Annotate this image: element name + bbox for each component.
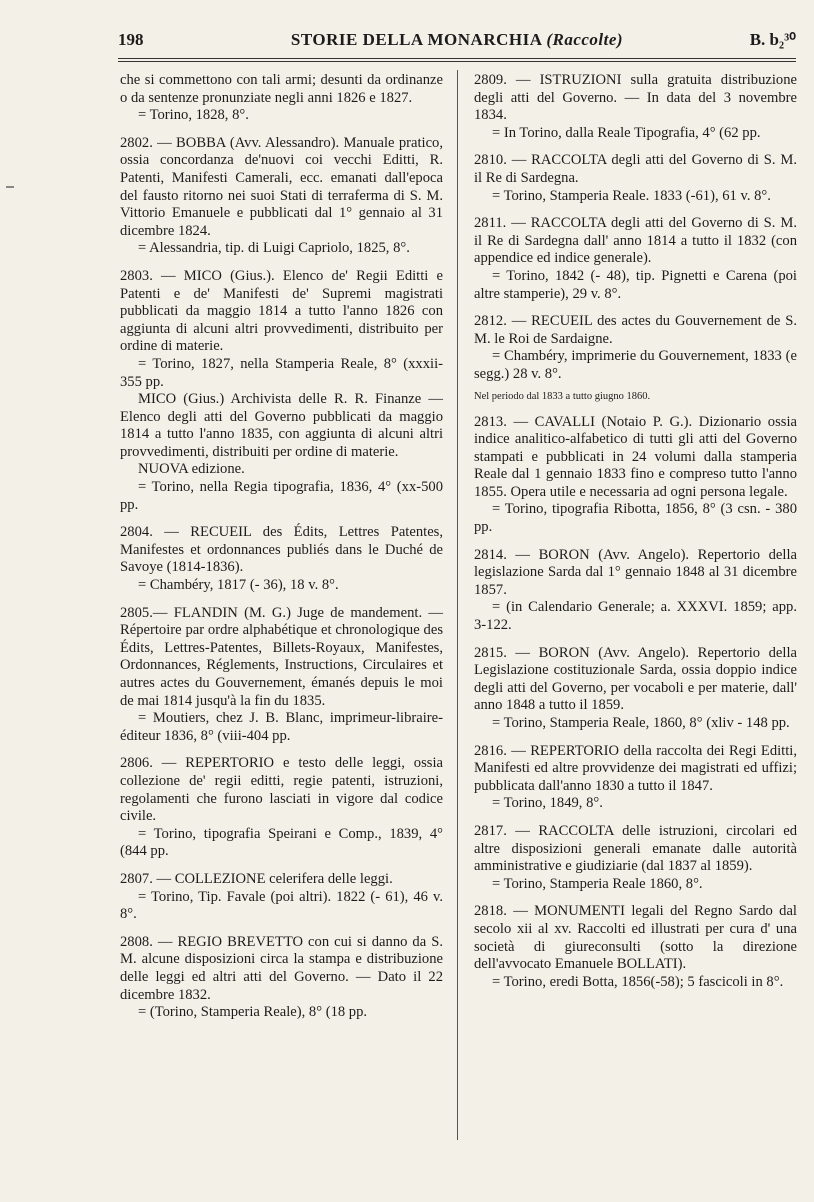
entry-text: 2817. — RACCOLTA delle istruzioni, circolari ed altre disposizioni generali emanate dalle autorità amministrative e giudiziarie (dal 1837 al 1859). — [474, 822, 797, 875]
entry-imprint: = Torino, Stamperia Reale, 1860, 8° (xliv - 148 pp. — [492, 715, 790, 731]
bibliography-entry — [474, 547, 797, 635]
entry-imprint: = Moutiers, chez J. B. Blanc, imprimeur-libraire-éditeur 1836, 8° (viii-404 pp. — [120, 710, 443, 744]
right-column — [474, 72, 797, 1001]
signature-mark: B. b₂³⁰ — [749, 30, 796, 49]
left-column — [120, 72, 443, 1032]
page-number: 198 — [118, 30, 144, 49]
entry-imprint: = Torino, Stamperia Reale. 1833 (-61), 61 v. 8°. — [492, 187, 771, 204]
bibliography-entry — [120, 934, 443, 1022]
header-rule — [118, 58, 796, 59]
entry-text: 2812. — RECUEIL des actes du Gouvernement de S. M. le Roi de Sardaigne. — [474, 313, 797, 347]
bibliography-entry — [474, 215, 797, 303]
bibliography-entry — [120, 72, 443, 125]
bibliography-entry — [474, 903, 797, 991]
bibliography-entry — [474, 72, 797, 142]
entry-text: 2810. — RACCOLTA degli atti del Governo di S. M. il Re di Sardegna. — [474, 152, 797, 186]
entry-text: 2804. — RECUEIL des Édits, Lettres Patentes, Manifestes et ordonnances publiés dans le Duché de Savoye (1814-1836). — [120, 524, 443, 576]
entry-text: 2816. — REPERTORIO della raccolta dei Regi Editti, Manifesti ed altre provvidenze dei magistrati ed uffizi; pubblicata dall'anno 1830 a tutto il 1847. — [474, 742, 797, 794]
entry-imprint: = In Torino, dalla Reale Tipografia, 4° (62 pp. — [492, 124, 761, 141]
bibliography-entry — [120, 268, 443, 514]
page-header — [118, 30, 796, 56]
entry-imprint: = Torino, 1827, nella Stamperia Reale, 8° (xxxii-355 pp. — [120, 355, 443, 390]
entry-imprint: MICO (Gius.) Archivista delle R. R. Finanze — Elenco degli atti del Governo pubblicati da maggio 1814 a tutto l'anno 1835, con aggiunta di alcuni altri provvedimenti, distribuiti per ordine di materie. — [120, 391, 443, 460]
bibliography-entry — [120, 605, 443, 746]
running-title-italic: (Raccolte) — [546, 30, 624, 49]
bibliography-entry — [120, 755, 443, 861]
bibliography-entry — [474, 152, 797, 205]
entry-text: che si commettono con tali armi; desunti da ordinanze o da sentenze pronunziate negli anni 1826 e 1827. — [120, 72, 443, 106]
bibliography-entry — [474, 414, 797, 537]
entry-imprint: = Alessandria, tip. di Luigi Capriolo, 1825, 8°. — [138, 240, 410, 257]
entry-imprint: = Torino, 1828, 8°. — [138, 107, 249, 124]
entry-text: 2811. — RACCOLTA degli atti del Governo di S. M. il Re di Sardegna dall' anno 1814 a tutto il 1832 (con appendice ed indice generale). — [474, 215, 797, 267]
entry-text: 2809. — ISTRUZIONI sulla gratuita distribuzione degli atti del Governo. — In data del 3 novembre 1834. — [474, 72, 797, 124]
entry-imprint: = Torino, 1842 (- 48), tip. Pignetti e Carena (poi altre stamperie), 29 v. 8°. — [474, 267, 797, 302]
entry-text: 2807. — COLLEZIONE celerifera delle leggi. — [120, 870, 393, 887]
entry-imprint: = (in Calendario Generale; a. XXXVI. 1859; app. 3-122. — [474, 599, 797, 634]
entry-imprint: = (Torino, Stamperia Reale), 8° (18 pp. — [138, 1004, 368, 1021]
running-title-text: STORIE DELLA MONARCHIA — [290, 30, 542, 49]
entry-text: 2813. — CAVALLI (Notaio P. G.). Dizionario ossia indice analitico-alfabetico di tutti gli atti del Governo stampati e pubblicati in 24 volumi dalla stamperia Reale dal 1 gennaio 1833 fino e compreso tutto l'anno 1855. Opera utile e necessaria ad ogni persona legale. — [474, 413, 797, 500]
entry-text: 2818. — MONUMENTI legali del Regno Sardo dal secolo xii al xv. Raccolti ed illustrati per cura d' una società di giureconsulti (sotto la direzione dell'avvocato Emanuele BOLLATI). — [474, 903, 797, 973]
entry-imprint: = Torino, 1849, 8°. — [492, 795, 603, 812]
entry-imprint: = Chambéry, 1817 (- 36), 18 v. 8°. — [138, 577, 339, 594]
bibliography-entry — [120, 871, 443, 924]
bibliography-entry — [474, 823, 797, 893]
running-title — [118, 30, 796, 50]
entry-imprint: = Torino, eredi Botta, 1856(-58); 5 fascicoli in 8°. — [492, 973, 784, 990]
bibliography-entry — [120, 524, 443, 594]
entry-text: 2814. — BORON (Avv. Angelo). Repertorio della legislazione Sarda dal 1° gennaio 1848 al 31 dicembre 1857. — [474, 546, 797, 598]
entry-text: 2806. — REPERTORIO e testo delle leggi, ossia collezione de' regii editti, regie patenti, istruzioni, regolamenti che furono lasciati in vigore dal codice civile. — [120, 755, 443, 825]
bibliography-entry — [474, 743, 797, 813]
entry-imprint: = Chambéry, imprimerie du Gouvernement, 1833 (e segg.) 28 v. 8°. — [474, 348, 797, 382]
bibliography-entry — [474, 313, 797, 383]
header-rule-second — [118, 61, 796, 62]
column-divider — [457, 70, 458, 1140]
entry-text: 2808. — REGIO BREVETTO con cui si danno da S. M. alcune disposizioni circa la stampa e distribuzione delle leggi ed altri atti del Governo. — Dato il 22 dicembre 1832. — [120, 933, 443, 1003]
entry-imprint: = Torino, tipografia Speirani e Comp., 1839, 4° (844 pp. — [120, 825, 443, 860]
entry-imprint: NUOVA edizione. — [138, 461, 245, 478]
entry-text: 2815. — BORON (Avv. Angelo). Repertorio della Legislazione costituzionale Sarda, ossia doppio indice degli atti del Governo, per vocaboli e per materie, dall' anno 1848 a tutto il 1859. — [474, 644, 797, 714]
bibliography-entry — [120, 135, 443, 258]
entry-note: Nel periodo dal 1833 a tutto giugno 1860. — [474, 390, 651, 402]
entry-imprint: = Torino, Stamperia Reale 1860, 8°. — [492, 875, 703, 892]
entry-imprint: = Torino, nella Regia tipografia, 1836, 4° (xx-500 pp. — [120, 479, 443, 513]
margin-mark — [6, 186, 14, 188]
entry-text: 2803. — MICO (Gius.). Elenco de' Regii Editti e Patenti e de' Manifesti de' Supremi magistrati pubblicati da maggio 1814 a tutto l'anno 1826 con aggiunta di alcuni altri provvedimenti, distribuito per ordine di materie. — [120, 267, 443, 355]
entry-imprint: = Torino, Tip. Favale (poi altri). 1822 (- 61), 46 v. 8°. — [120, 888, 443, 923]
entry-imprint: = Torino, tipografia Ribotta, 1856, 8° (3 csn. - 380 pp. — [474, 501, 797, 536]
entry-text: 2805.— FLANDIN (M. G.) Juge de mandement. — Répertoire par ordre alphabétique et chronologique des Édits, Lettres-Patentes, Billets-Royaux, Manifestes, Ordonnances, Réglements, Instructions, Circulaires et autres actes du Gouvernement, émanés depuis le moi de mai 1814 jusqu'à la fin du 1835. — [120, 604, 443, 709]
entry-text: 2802. — BOBBA (Avv. Alessandro). Manuale pratico, ossia concordanza de'nuovi coi vecchi Editti, R. Patenti, Manifesti Camerali, ecc. emanati dall'epoca del fausto ritorno nei suoi Stati di terraferma di S. M. Vittorio Emanuele e pubblicati dal 1° gennaio al 31 dicembre 1824. — [120, 134, 443, 239]
bibliography-entry — [474, 645, 797, 733]
